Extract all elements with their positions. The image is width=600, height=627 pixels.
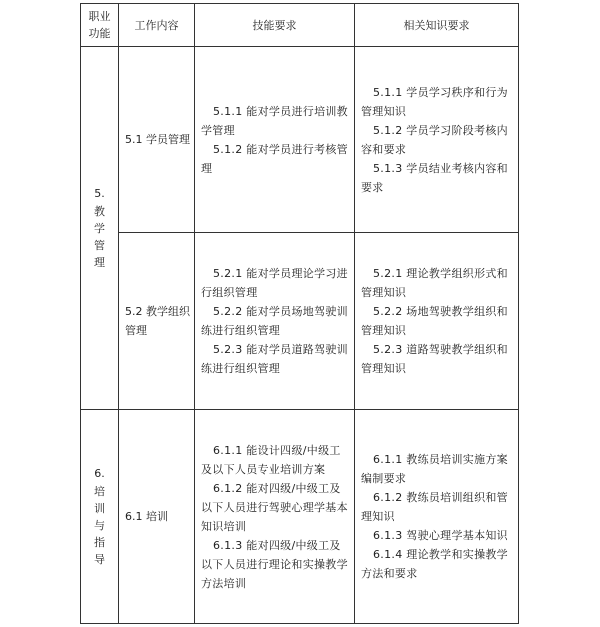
table-row: [81, 47, 519, 233]
header-skill: 技能要求: [195, 4, 355, 47]
skill-cell: 5.1.1 能对学员进行培训教学管理 5.1.2 能对学员进行考核管理: [195, 47, 355, 233]
skill-cell: 5.2.1 能对学员理论学习进行组织管理 5.2.2 能对学员场地驾驶训练进行组织管理 5.2.3 能对学员道路驾驶训练进行组织管理: [195, 233, 355, 410]
function-cell-training-guidance: 6. 培训与指导: [81, 410, 119, 624]
header-knowledge: 相关知识要求: [355, 4, 519, 47]
skill-cell: 6.1.1 能设计四级/中级工及以下人员专业培训方案 6.1.2 能对四级/中级工及以下人员进行驾驶心理学基本知识培训 6.1.3 能对四级/中级工及以下人员进行理论和实操教学方法培训: [195, 410, 355, 624]
function-cell-teaching-management: 5. 教学管理: [81, 47, 119, 410]
knowledge-cell: 5.2.1 理论教学组织形式和管理知识 5.2.2 场地驾驶教学组织和管理知识 5.2.3 道路驾驶教学组织和管理知识: [355, 233, 519, 410]
knowledge-cell: 6.1.1 教练员培训实施方案编制要求 6.1.2 教练员培训组织和管理知识 6.1.3 驾驶心理学基本知识 6.1.4 理论教学和实操教学方法和要求: [355, 410, 519, 624]
work-cell: 5.2 教学组织管理: [119, 233, 195, 410]
knowledge-cell: 5.1.1 学员学习秩序和行为管理知识 5.1.2 学员学习阶段考核内容和要求 5.1.3 学员结业考核内容和要求: [355, 47, 519, 233]
work-cell: 6.1 培训: [119, 410, 195, 624]
skills-requirements-table: [80, 3, 519, 624]
table-header-row: [81, 4, 519, 47]
table-row: [81, 233, 519, 410]
header-work: 工作内容: [119, 4, 195, 47]
table-row: [81, 410, 519, 624]
work-cell: 5.1 学员管理: [119, 47, 195, 233]
header-function: 职业功能: [81, 4, 119, 47]
